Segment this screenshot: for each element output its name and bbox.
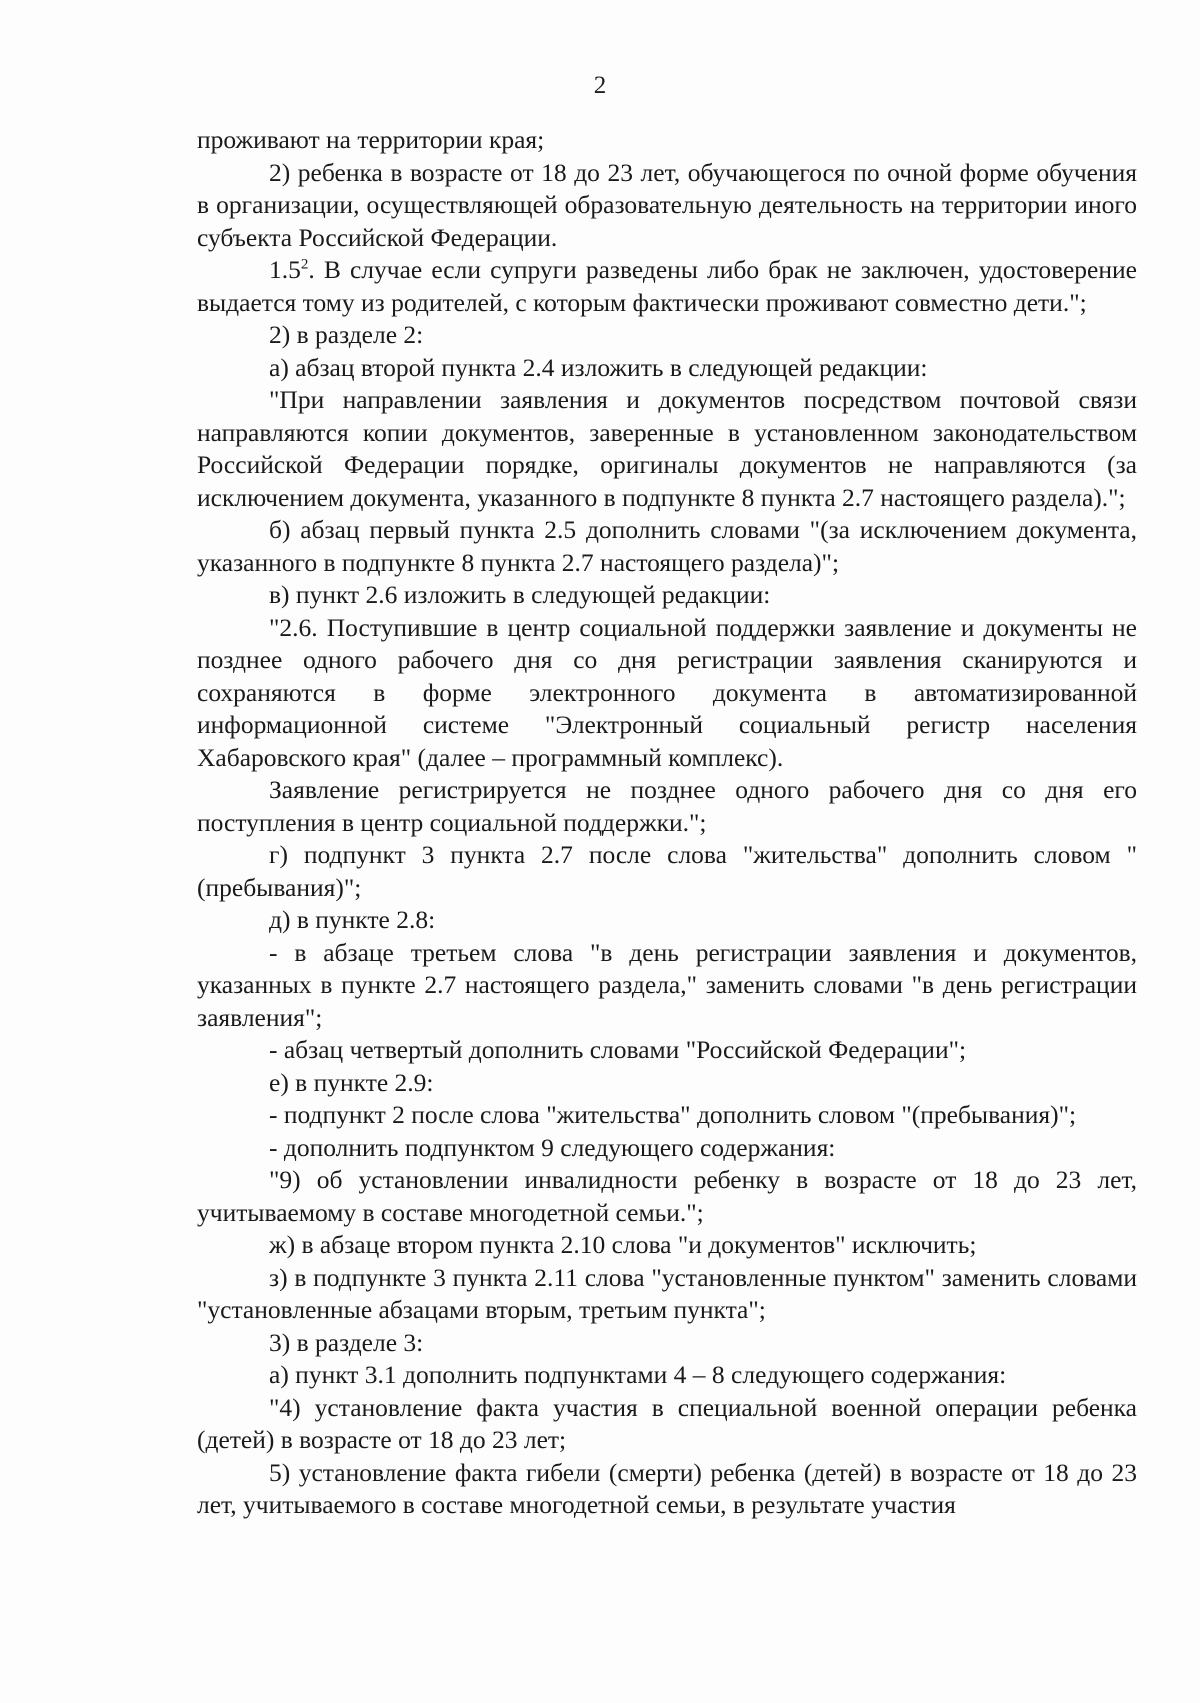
paragraph: 3) в разделе 3: <box>269 1327 424 1357</box>
paragraph: 2) в разделе 2: <box>269 320 424 349</box>
paragraph: з) в подпункте 3 пункта 2.11 слова "установленные пунктом" заменить словами "установленные абзацами вторым, третьим пункта"; <box>197 1262 1137 1324</box>
paragraph: - в абзаце третьем слова "в день регистрации заявления и документов, указанных в пункте 2.7 настоящего раздела," заменить словами "в день регистрации заявления"; <box>197 937 1137 1032</box>
paragraph: а) абзац второй пункта 2.4 изложить в следующей редакции: <box>269 352 928 382</box>
paragraph: а) пункт 3.1 дополнить подпунктами 4 – 8 следующего содержания: <box>269 1360 1007 1389</box>
paragraph: б) абзац первый пункта 2.5 дополнить словами "(за исключением документа, указанного в подпункте 8 пункта 2.7 настоящего раздела)"; <box>197 515 1137 577</box>
paragraph: 5) установление факта гибели (смерти) ребенка (детей) в возрасте от 18 до 23 лет, учитываемого в составе многодетной семьи, в результате участия <box>197 1457 1137 1519</box>
paragraph: Заявление регистрируется не позднее одного рабочего дня со дня его поступления в центр социальной поддержки."; <box>197 775 1137 837</box>
superscript: 2 <box>300 256 309 273</box>
paragraph: - дополнить подпунктом 9 следующего содержания: <box>269 1132 836 1162</box>
paragraph: проживают на территории края; <box>197 125 545 154</box>
paragraph: 2) ребенка в возрасте от 18 до 23 лет, обучающегося по очной форме обучения в организации, осуществляющей образовательную деятельность на территории иного субъекта Российской Федерации. <box>197 157 1137 252</box>
page-number: 2 <box>593 72 607 99</box>
paragraph: ж) в абзаце втором пункта 2.10 слова "и документов" исключить; <box>269 1230 977 1259</box>
paragraph: г) подпункт 3 пункта 2.7 после слова "жительства" дополнить словом "(пребывания)"; <box>197 840 1137 902</box>
paragraph: д) в пункте 2.8: <box>269 905 436 934</box>
paragraph: - абзац четвертый дополнить словами "Российской Федерации"; <box>269 1035 967 1064</box>
paragraph-1-5-2 <box>197 254 1137 319</box>
paragraph: "2.6. Поступившие в центр социальной поддержки заявление и документы не позднее одного рабочего дня со дня регистрации заявления сканируются и сохраняются в форме электронного документа в автоматизированной информационной системе "Электронный социальный регистр населения Хабаровского края" (далее – программный комплекс). <box>197 612 1137 772</box>
paragraph: в) пункт 2.6 изложить в следующей редакции: <box>269 580 771 609</box>
paragraph: - подпункт 2 после слова "жительства" дополнить словом "(пребывания)"; <box>269 1100 1077 1129</box>
paragraph: е) в пункте 2.9: <box>269 1067 434 1097</box>
paragraph: "4) установление факта участия в специальной военной операции ребенка (детей) в возрасте от 18 до 23 лет; <box>197 1392 1137 1454</box>
paragraph: "9) об установлении инвалидности ребенку в возрасте от 18 до 23 лет, учитываемому в составе многодетной семьи."; <box>197 1165 1137 1227</box>
paragraph: "При направлении заявления и документов посредством почтовой связи направляются копии документов, заверенные в установленном законодательством Российской Федерации порядке, оригиналы документов не направляются (за исключением документа, указанного в подпункте 8 пункта 2.7 настоящего раздела)."; <box>197 385 1137 512</box>
paragraph-text: . В случае если супруги разведены либо брак не заключен, удостоверение выдается тому из родителей, с которым фактически проживают совместно дети."; <box>197 255 1137 317</box>
paragraph-number: 1.5 <box>269 255 301 284</box>
document-body <box>197 124 1137 1522</box>
